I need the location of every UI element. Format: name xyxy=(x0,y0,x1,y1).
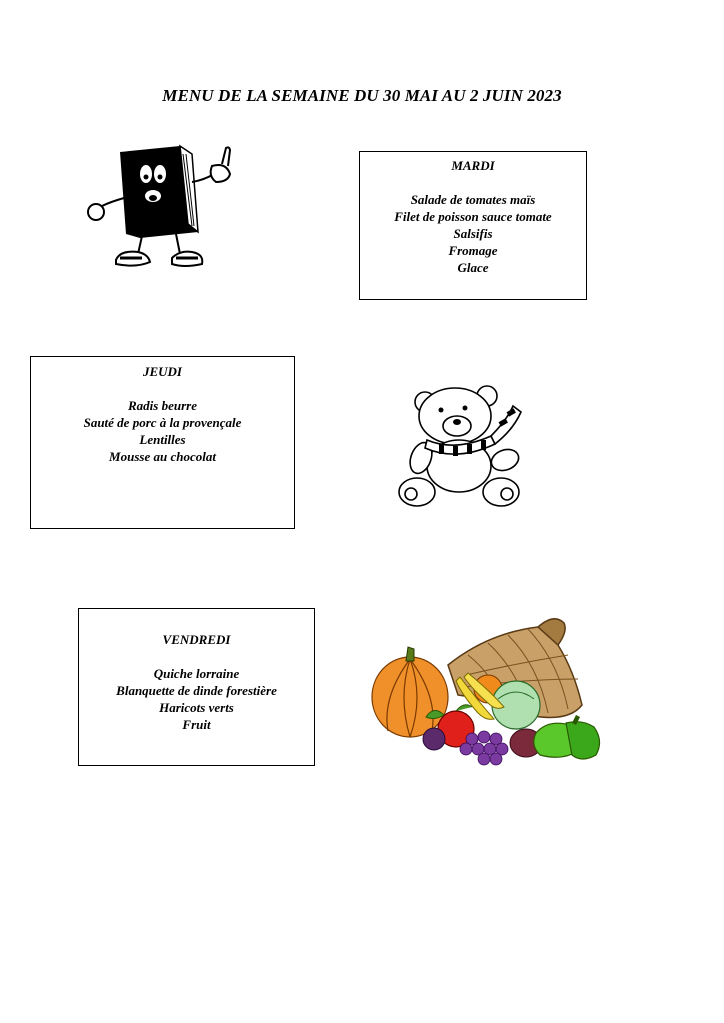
page-title: MENU DE LA SEMAINE DU 30 MAI AU 2 JUIN 2023 xyxy=(162,86,562,105)
day-label: VENDREDI xyxy=(162,632,231,647)
dish-item: Fromage xyxy=(448,243,498,258)
dish-item: Quiche lorraine xyxy=(153,666,240,681)
teddy-bear-icon xyxy=(395,380,530,515)
day-label: JEUDI xyxy=(142,364,182,379)
cornucopia-icon xyxy=(368,615,613,770)
menu-box-vendredi xyxy=(78,608,315,766)
dish-item: Lentilles xyxy=(139,432,186,447)
dish-item: Radis beurre xyxy=(128,398,197,413)
menu-box-mardi xyxy=(359,151,587,300)
menu-box-jeudi xyxy=(30,356,295,529)
dish-item: Glace xyxy=(457,260,489,275)
dish-item: Haricots verts xyxy=(159,700,234,715)
dish-item: Mousse au chocolat xyxy=(109,449,216,464)
dish-item: Fruit xyxy=(182,717,211,732)
day-label: MARDI xyxy=(451,158,495,173)
dish-item: Salsifis xyxy=(453,226,493,241)
dish-item: Sauté de porc à la provençale xyxy=(83,415,242,430)
dish-item: Blanquette de dinde forestière xyxy=(116,683,277,698)
book-character-icon xyxy=(80,140,240,280)
dish-item: Salade de tomates maïs xyxy=(410,192,536,207)
dish-item: Filet de poisson sauce tomate xyxy=(394,209,552,224)
